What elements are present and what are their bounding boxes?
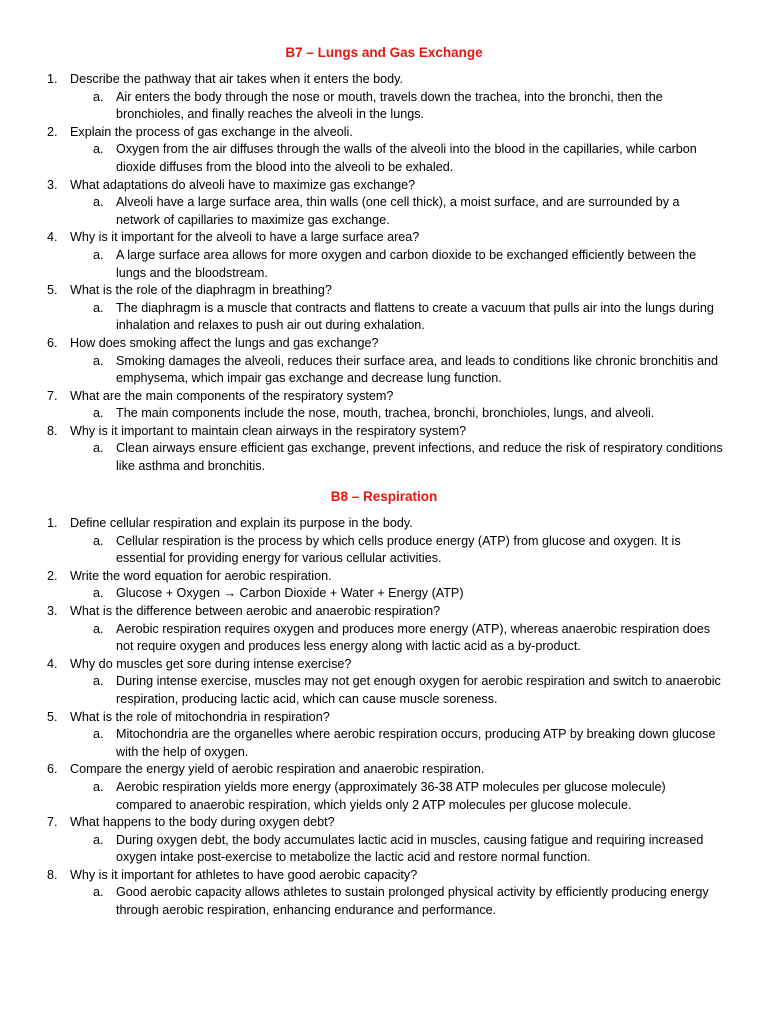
question-text: Explain the process of gas exchange in the alveoli. xyxy=(70,124,353,139)
answer-text: During intense exercise, muscles may not get enough oxygen for aerobic respiration and switch to anaerobic respiration, producing lactic acid, which can cause muscle soreness. xyxy=(116,674,721,706)
question-number: 5. xyxy=(47,283,58,298)
question-item xyxy=(0,867,768,885)
answer-text: The diaphragm is a muscle that contracts and flattens to create a vacuum that pulls air into the lungs during inhalation and relaxes to push air out during exhalation. xyxy=(116,300,714,333)
question-text: Write the word equation for aerobic respiration. xyxy=(70,568,332,583)
question-item xyxy=(0,423,768,441)
answer-item xyxy=(0,673,768,708)
question-item xyxy=(0,709,768,727)
question-list-b7 xyxy=(0,71,768,476)
section-title-b8: B8 – Respiration xyxy=(330,489,438,504)
question-text: What is the role of the diaphragm in breathing? xyxy=(70,283,332,298)
question-number: 2. xyxy=(47,568,58,583)
answer-text: Mitochondria are the organelles where aerobic respiration occurs, producing ATP by breaking down glucose with the help of oxygen. xyxy=(116,727,716,759)
question-text: What happens to the body during oxygen debt? xyxy=(70,815,335,830)
question-list-b8 xyxy=(0,515,768,920)
question-item xyxy=(0,656,768,674)
answer-text: Good aerobic capacity allows athletes to sustain prolonged physical activity by efficiently producing energy through aerobic respiration, enhancing endurance and performance. xyxy=(116,885,709,918)
question-item xyxy=(0,814,768,832)
answer-item xyxy=(0,585,768,603)
question-item xyxy=(0,177,768,195)
question-number: 7. xyxy=(47,815,58,830)
question-text: Why is it important for athletes to have good aerobic capacity? xyxy=(70,867,418,882)
answer-label: a. xyxy=(93,195,104,210)
answer-item xyxy=(0,405,768,423)
question-text: Why is it important to maintain clean airways in the respiratory system? xyxy=(70,423,467,438)
question-item xyxy=(0,388,768,406)
answer-label: a. xyxy=(93,441,104,456)
question-number: 6. xyxy=(47,335,58,350)
question-number: 6. xyxy=(47,762,58,777)
answer-item xyxy=(0,247,768,282)
answer-text: Aerobic respiration yields more energy (approximately 36-38 ATP molecules per glucose molecule) compared to anaerobic respiration, which yields only 2 ATP molecules per glucose molecule. xyxy=(116,779,666,812)
question-number: 1. xyxy=(47,516,58,530)
answer-label: a. xyxy=(93,621,104,636)
answer-item xyxy=(0,194,768,229)
answer-label: a. xyxy=(93,727,104,742)
question-text: What adaptations do alveoli have to maximize gas exchange? xyxy=(70,177,416,192)
answer-label: a. xyxy=(93,406,104,421)
question-text: Why is it important for the alveoli to have a large surface area? xyxy=(70,230,420,245)
answer-text: Aerobic respiration requires oxygen and produces more energy (ATP), whereas anaerobic respiration does not require oxygen and produces less energy along with lactic acid as a by-product. xyxy=(116,621,711,654)
answer-item xyxy=(0,89,768,124)
question-item xyxy=(0,282,768,300)
question-item xyxy=(0,568,768,586)
answer-label: a. xyxy=(93,300,104,315)
answer-text: Oxygen from the air diffuses through the walls of the alveoli into the blood in the capillaries, while carbon dioxide diffuses from the blood into the alveoli to be exhaled. xyxy=(116,142,697,174)
question-item xyxy=(0,603,768,621)
question-number: 1. xyxy=(47,72,58,86)
answer-text: Clean airways ensure efficient gas exchange, prevent infections, and reduce the risk of respiratory conditions like asthma and bronchitis. xyxy=(116,441,723,474)
question-item xyxy=(0,124,768,142)
answer-text: The main components include the nose, mouth, trachea, bronchi, bronchioles, lungs, and alveoli. xyxy=(116,406,655,421)
question-text: Compare the energy yield of aerobic respiration and anaerobic respiration. xyxy=(70,762,485,777)
answer-item xyxy=(0,353,768,388)
question-number: 5. xyxy=(47,709,58,724)
answer-text: Smoking damages the alveoli, reduces their surface area, and leads to conditions like chronic bronchitis and emphysema, which impair gas exchange and decrease lung function. xyxy=(116,353,719,386)
question-text: How does smoking affect the lungs and gas exchange? xyxy=(70,335,379,350)
question-text: What is the difference between aerobic and anaerobic respiration? xyxy=(70,603,441,618)
answer-text: A large surface area allows for more oxygen and carbon dioxide to be exchanged efficiently between the lungs and the bloodstream. xyxy=(116,247,697,280)
question-number: 4. xyxy=(47,230,58,245)
question-number: 3. xyxy=(47,177,58,192)
section-title-b7: B7 – Lungs and Gas Exchange xyxy=(285,45,483,60)
question-number: 8. xyxy=(47,867,58,882)
question-text: What are the main components of the respiratory system? xyxy=(70,388,394,403)
answer-item xyxy=(0,884,768,919)
answer-label: a. xyxy=(93,779,104,794)
answer-text: Air enters the body through the nose or mouth, travels down the trachea, into the bronchi, then the bronchioles, and finally reaches the alveoli in the lungs. xyxy=(116,89,663,122)
answer-label: a. xyxy=(93,142,104,157)
question-item xyxy=(0,335,768,353)
answer-text: During oxygen debt, the body accumulates lactic acid in muscles, causing fatigue and requiring increased oxygen intake post-exercise to metabolize the lactic acid and restore normal function. xyxy=(116,832,704,865)
question-number: 7. xyxy=(47,388,58,403)
answer-item xyxy=(0,621,768,656)
question-text: Define cellular respiration and explain its purpose in the body. xyxy=(70,516,413,530)
answer-label: a. xyxy=(93,353,104,368)
question-number: 8. xyxy=(47,423,58,438)
answer-item xyxy=(0,141,768,176)
answer-item xyxy=(0,726,768,761)
question-number: 4. xyxy=(47,656,58,671)
question-number: 2. xyxy=(47,124,58,139)
question-item xyxy=(0,761,768,779)
answer-label: a. xyxy=(93,832,104,847)
question-item xyxy=(0,71,768,89)
question-text: Describe the pathway that air takes when it enters the body. xyxy=(70,72,403,86)
answer-text: Glucose + Oxygen → Carbon Dioxide + Water + Energy (ATP) xyxy=(116,586,464,601)
answer-text: Alveoli have a large surface area, thin walls (one cell thick), a moist surface, and are surrounded by a network of capillaries to maximize gas exchange. xyxy=(116,195,680,227)
answer-label: a. xyxy=(93,89,104,104)
answer-item xyxy=(0,779,768,814)
answer-label: a. xyxy=(93,533,104,548)
answer-item xyxy=(0,440,768,475)
answer-item xyxy=(0,533,768,568)
answer-text: Cellular respiration is the process by which cells produce energy (ATP) from glucose and oxygen. It is essential for providing energy for various cellular activities. xyxy=(116,533,681,566)
question-text: Why do muscles get sore during intense exercise? xyxy=(70,656,352,671)
answer-label: a. xyxy=(93,586,104,601)
question-number: 3. xyxy=(47,603,58,618)
answer-label: a. xyxy=(93,674,104,689)
answer-label: a. xyxy=(93,885,104,900)
question-item xyxy=(0,229,768,247)
answer-item xyxy=(0,300,768,335)
question-item xyxy=(0,515,768,533)
question-text: What is the role of mitochondria in respiration? xyxy=(70,709,330,724)
answer-item xyxy=(0,832,768,867)
answer-label: a. xyxy=(93,247,104,262)
